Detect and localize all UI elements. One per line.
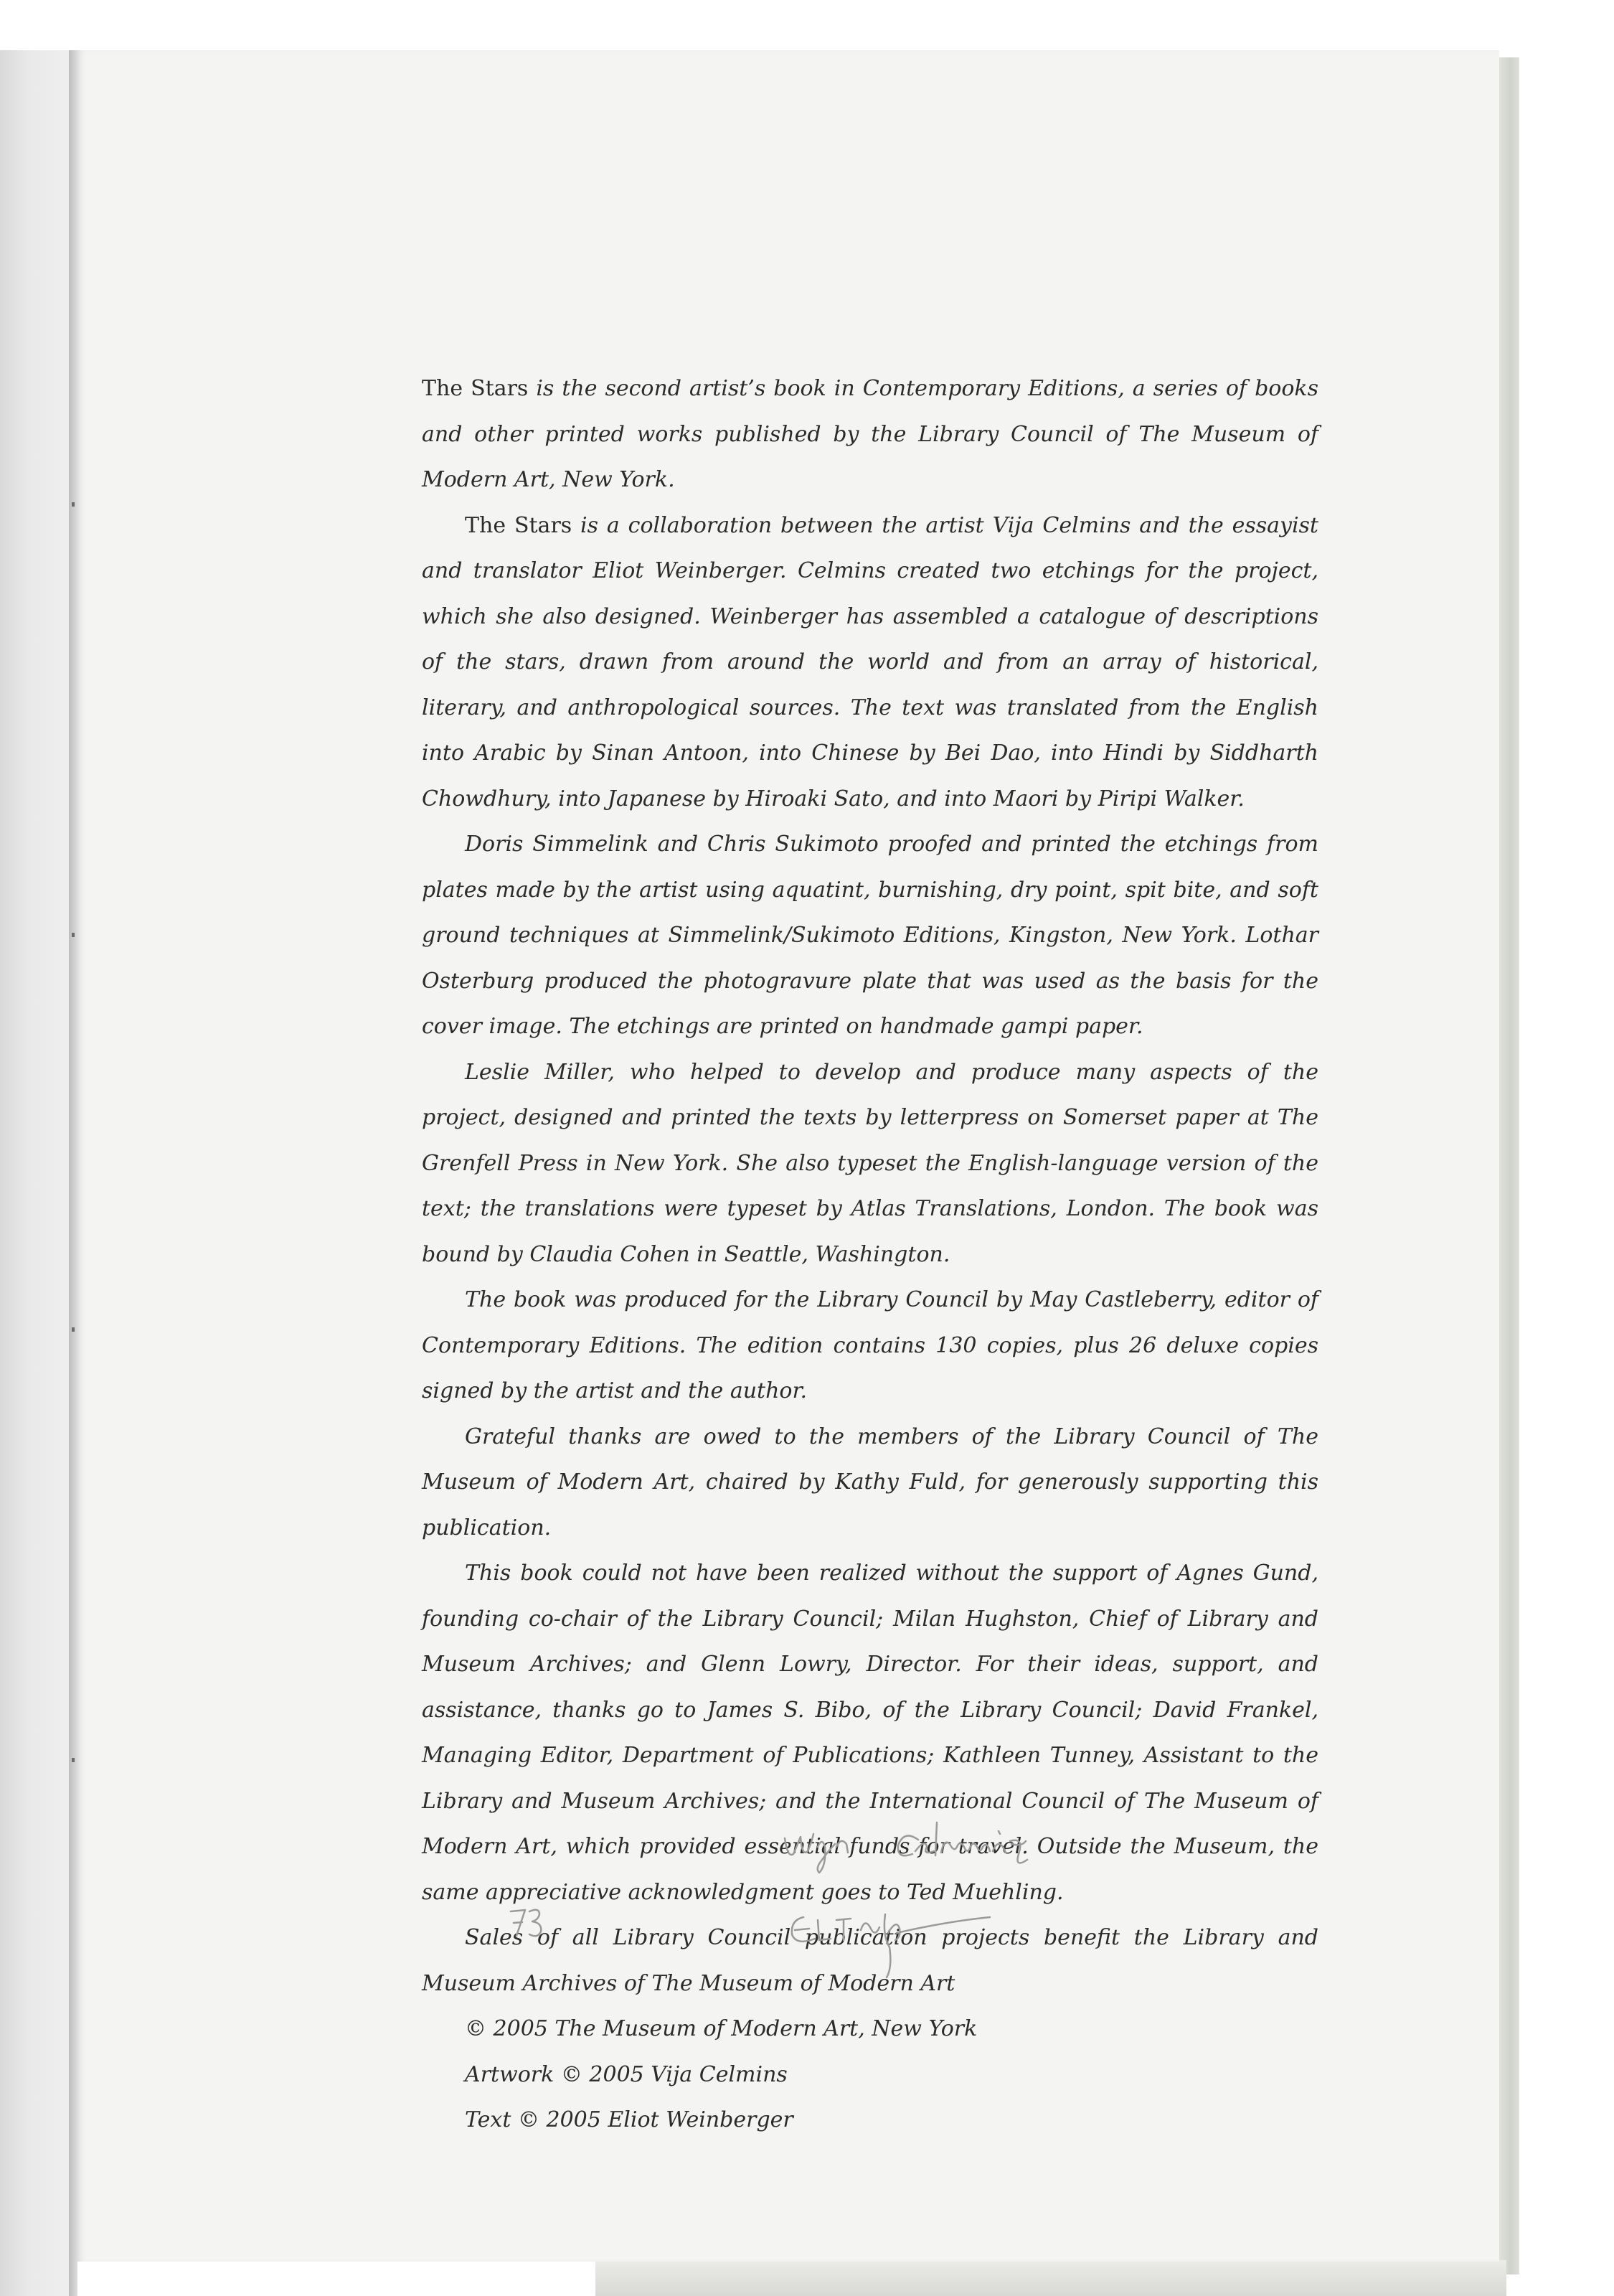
paragraph-intro: The Stars is the second artist’s book in Contemporary Editions, a series of books and other printed works published by the Library Council of The Museum of Modern Art, New York. (422, 376, 1318, 492)
copyright-museum: © 2005 The Museum of Modern Art, New York (465, 2016, 978, 2041)
handwritten-signatures (775, 1794, 1176, 2009)
binding-stitch (72, 1327, 75, 1332)
book-title: The Stars (422, 376, 529, 401)
paragraph-etchings: Doris Simmelink and Chris Sukimoto proofed and printed the etchings from plates made by the artist using aquatint, burnishing, dry point, spit bite, and soft ground techniques at Simmelink/Sukimoto Editions, Kingston, New York. Lothar Osterburg produced the photogravure plate that was used as the basis for the cover image. The etchings are printed on handmade gampi paper. (422, 832, 1318, 1039)
edition-number-handwritten (506, 1901, 549, 1944)
book-spine (69, 50, 77, 2296)
signature-artist (785, 1822, 1027, 1873)
book-title: The Stars (465, 512, 572, 538)
paragraph-collaboration: The Stars is a collaboration between the artist Vija Celmins and the essayist and translator Eliot Weinberger. Celmins created two etchings for the project, which she also designed. Weinberger has assembled a catalogue of descriptions of the stars, drawn from around the world and from an array of historical, literary, and anthropological sources. The text was translated from the English into Arabic by Sinan Antoon, into Chinese by Bei Dao, into Hindi by Siddharth Chowdhury, into Japanese by Hiroaki Sato, and into Maori by Piripi Walker. (422, 512, 1318, 811)
page-stack-bottom-edge (595, 2260, 1506, 2296)
paragraph-sales: Sales of all Library Council publication projects benefit the Library and Museum Archives of The Museum of Modern Art (422, 1925, 1318, 1996)
copyright-artwork: Artwork © 2005 Vija Celmins (465, 2061, 788, 2087)
paragraph-edition: The book was produced for the Library Council by May Castleberry, editor of Contemporary Editions. The edition contains 130 copies, plus 26 deluxe copies signed by the artist and the author. (422, 1287, 1318, 1403)
signature-author (792, 1914, 990, 1977)
copyright-text: Text © 2005 Eliot Weinberger (465, 2107, 793, 2132)
paragraph-acknowledgments: This book could not have been realized without the support of Agnes Gund, founding co-chair of the Library Council; Milan Hughston, Chief of Library and Museum Archives; and Glenn Lowry, Director. For their ideas, support, and assistance, thanks go to James S. Bibo, of the Library Council; David Frankel, Managing Editor, Department of Publications; Kathleen Tunney, Assistant to the Library and Museum Archives; and the International Council of The Museum of Modern Art, which provided essential funds for travel. Outside the Museum, the same appreciative acknowledgment goes to Ted Muehling. (422, 1561, 1318, 1905)
binding-stitch (72, 502, 75, 507)
binding-stitch (72, 933, 75, 937)
left-page-edge (0, 50, 72, 2296)
binding-stitch (72, 1758, 75, 1762)
paragraph-printing: Leslie Miller, who helped to develop and produce many aspects of the project, designed and printed the texts by letterpress on Somerset paper at The Grenfell Press in New York. She also typeset the English-language version of the text; the translations were typeset by Atlas Translations, London. The book was bound by Claudia Cohen in Seattle, Washington. (422, 1059, 1318, 1267)
paragraph-thanks: Grateful thanks are owed to the members of the Library Council of The Museum of Modern Art, chaired by Kathy Fuld, for generously supporting this publication. (422, 1424, 1318, 1540)
page-stack-right-edge (1498, 57, 1519, 2274)
